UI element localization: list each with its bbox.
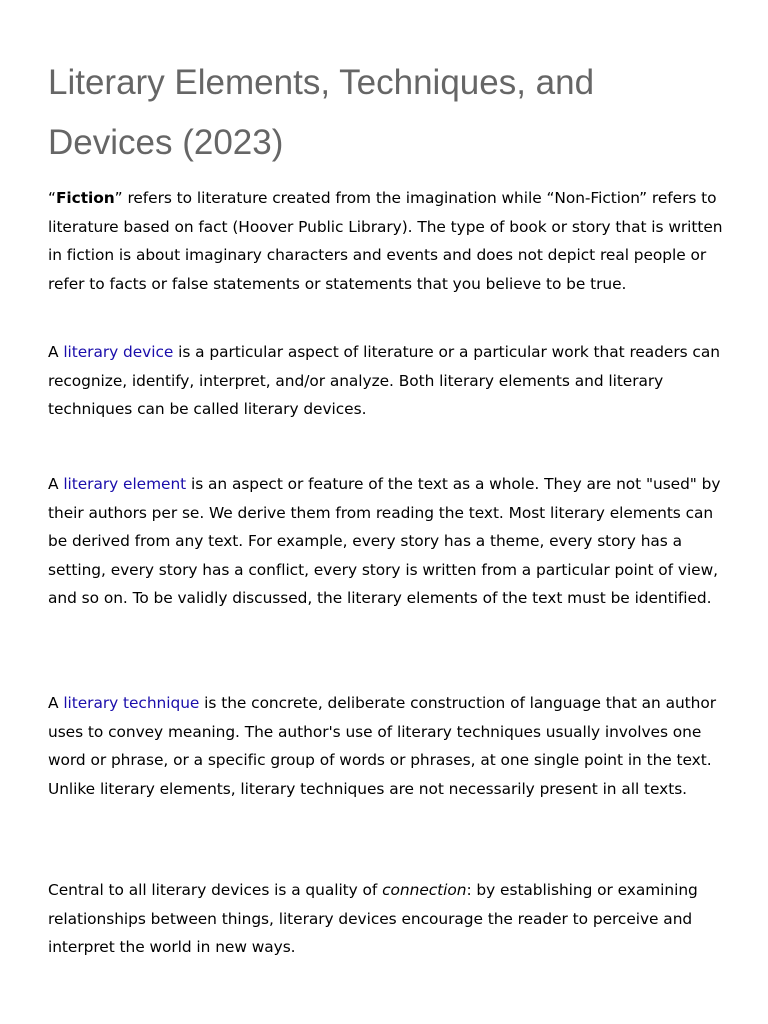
- paragraph-literary-element-text: is an aspect or feature of the text as a whole. They are not "used" by their authors per se. We derive them from reading the text. Most literary elements can be derived from any text. For example, every story has a theme, every story has a setting, every story has a conflict, every story is written from a particular point of view, and so on. To be validly discussed, the literary elements of the text must be identified.: [48, 475, 721, 608]
- literary-technique-link[interactable]: literary technique: [63, 694, 200, 712]
- paragraph-connection-lead: Central to all literary devices is a quality of: [48, 881, 383, 899]
- paragraph-literary-device: [48, 338, 728, 424]
- paragraph-literary-element: [48, 470, 728, 613]
- paragraph-literary-technique-text: is the concrete, deliberate construction of language that an author uses to convey meaning. The author's use of literary techniques usually involves one word or phrase, or a specific group of words or phrases, at one single point in the text. Unlike literary elements, literary techniques are not necessarily present in all texts.: [48, 694, 717, 798]
- paragraph-fiction-text: ” refers to literature created from the imagination while “Non-Fiction” refers to literature based on fact (Hoover Public Library). The type of book or story that is written in fiction is about imaginary characters and events and does not depict real people or refer to facts or false statements or statements that you believe to be true.: [48, 189, 723, 293]
- paragraph-literary-technique-lead: A: [48, 694, 64, 712]
- paragraph-fiction: [48, 184, 728, 298]
- connection-term: connection: [382, 881, 467, 899]
- literary-element-link[interactable]: literary element: [63, 475, 187, 493]
- paragraph-literary-technique: [48, 689, 728, 803]
- open-quote: “: [48, 189, 56, 207]
- paragraph-literary-element-lead: A: [48, 475, 64, 493]
- paragraph-literary-device-lead: A: [48, 343, 64, 361]
- paragraph-literary-device-text: is a particular aspect of literature or a particular work that readers can recognize, identify, interpret, and/or analyze. Both literary elements and literary techniques can be called literary devices.: [48, 343, 720, 419]
- paragraph-connection: [48, 876, 728, 962]
- literary-device-link[interactable]: literary device: [63, 343, 174, 361]
- page-title: Literary Elements, Techniques, and Devices (2023): [48, 63, 595, 162]
- fiction-term: Fiction: [55, 189, 115, 207]
- paragraph-connection-text: : by establishing or examining relationships between things, literary devices encourage the reader to perceive and interpret the world in new ways.: [48, 881, 698, 957]
